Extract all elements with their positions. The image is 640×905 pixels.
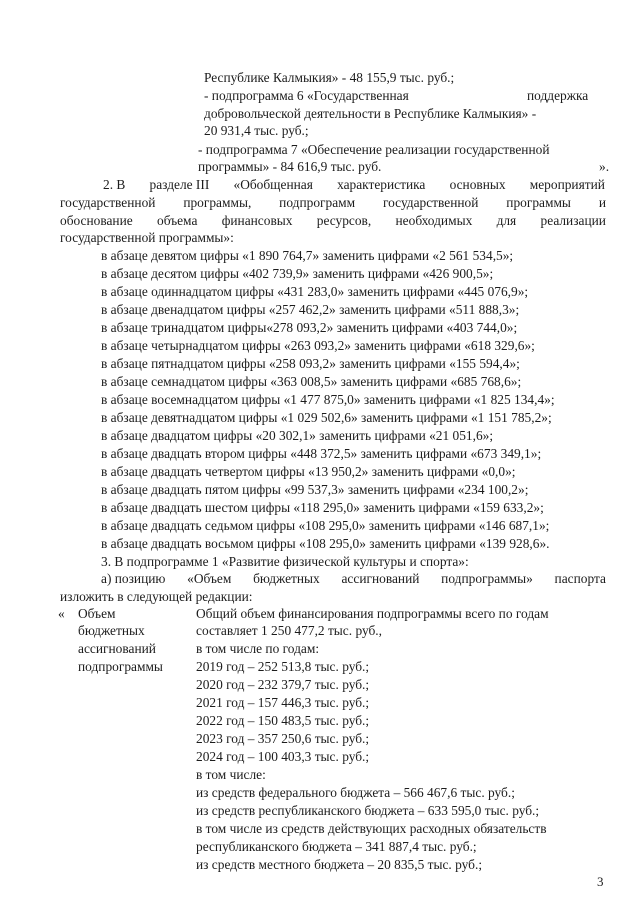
- section2-item: в абзаце восемнадцатом цифры «1 477 875,0» заменить цифрами «1 825 134,4»;: [101, 392, 555, 407]
- word: подпрограмм: [279, 195, 356, 210]
- section2-item: в абзаце двадцать восьмом цифры «108 295,0» заменить цифрами «139 928,6».: [101, 536, 550, 551]
- word: для: [496, 213, 517, 228]
- word: основных: [449, 177, 506, 192]
- word: бюджетных: [253, 571, 320, 586]
- intro-line-5: - подпрограмма 7 «Обеспечение реализации государственной: [198, 142, 550, 157]
- section2-heading-line-1: [103, 177, 605, 193]
- section3-sub-a-line-1: [101, 571, 606, 587]
- word: а) позицию: [101, 571, 166, 586]
- passport-right-line: 2022 год – 150 483,5 тыс. руб.;: [196, 713, 370, 728]
- word: обоснование: [60, 213, 133, 228]
- word: объема: [157, 213, 198, 228]
- intro-line-1: Республике Калмыкия» - 48 155,9 тыс. руб.;: [204, 70, 455, 85]
- word: необходимых: [395, 213, 473, 228]
- intro-line-3: добровольческой деятельности в Республике Калмыкия» -: [204, 106, 537, 121]
- passport-right-line: составляет 1 250 477,2 тыс. руб.,: [196, 623, 382, 638]
- section2-item: в абзаце семнадцатом цифры «363 008,5» заменить цифрами «685 768,6»;: [101, 374, 522, 389]
- passport-right-line: 2019 год – 252 513,8 тыс. руб.;: [196, 659, 370, 674]
- word: финансовых: [221, 213, 293, 228]
- passport-right-line: в том числе:: [196, 767, 266, 782]
- section2-heading-line-4: государственной программы»:: [60, 230, 234, 245]
- section2-item: в абзаце тринадцатом цифры«278 093,2» заменить цифрами «403 744,0»;: [101, 320, 518, 335]
- section2-item: в абзаце пятнадцатом цифры «258 093,2» заменить цифрами «155 594,4»;: [101, 356, 520, 371]
- word: и: [598, 195, 606, 210]
- opening-quote-mark: «: [58, 606, 65, 621]
- section2-item: в абзаце десятом цифры «402 739,9» заменить цифрами «426 900,5»;: [101, 266, 494, 281]
- section2-heading-line-2: [60, 195, 606, 211]
- section2-item: в абзаце двадцатом цифры «20 302,1» заменить цифрами «21 051,6»;: [101, 428, 494, 443]
- word: разделе III: [149, 177, 210, 192]
- section2-item: в абзаце одиннадцатом цифры «431 283,0» заменить цифрами «445 076,9»;: [101, 284, 529, 299]
- word: «Обобщенная: [233, 177, 313, 192]
- passport-left-label: ассигнований: [78, 641, 156, 656]
- intro-line-2a: - подпрограмма 6 «Государственная: [204, 88, 409, 103]
- passport-right-line: из средств республиканского бюджета – 633 595,0 тыс. руб.;: [196, 803, 540, 818]
- word: характеристика: [337, 177, 426, 192]
- page-number: 3: [597, 874, 604, 889]
- passport-right-line: из средств федерального бюджета – 566 467,6 тыс. руб.;: [196, 785, 515, 800]
- word: реализации: [540, 213, 606, 228]
- section2-item: в абзаце двадцать шестом цифры «118 295,0» заменить цифрами «159 633,2»;: [101, 500, 544, 515]
- section2-item: в абзаце двадцать пятом цифры «99 537,3» заменить цифрами «234 100,2»;: [101, 482, 529, 497]
- section2-item: в абзаце двенадцатом цифры «257 462,2» заменить цифрами «511 888,3»;: [101, 302, 520, 317]
- passport-right-line: в том числе из средств действующих расходных обязательств: [196, 821, 547, 836]
- word: ресурсов,: [316, 213, 372, 228]
- passport-right-line: Общий объем финансирования подпрограммы всего по годам: [196, 606, 549, 621]
- passport-left-label: подпрограммы: [78, 659, 163, 674]
- passport-right-line: 2020 год – 232 379,7 тыс. руб.;: [196, 677, 370, 692]
- section2-item: в абзаце девятнадцатом цифры «1 029 502,6» заменить цифрами «1 151 785,2»;: [101, 410, 552, 425]
- section2-item: в абзаце девятом цифры «1 890 764,7» заменить цифрами «2 561 534,5»;: [101, 248, 514, 263]
- passport-right-line: в том числе по годам:: [196, 641, 320, 656]
- word: 2. В: [103, 177, 126, 192]
- section2-item: в абзаце двадцать четвертом цифры «13 950,2» заменить цифрами «0,0»;: [101, 464, 516, 479]
- word: программы,: [183, 195, 252, 210]
- section2-item: в абзаце четырнадцатом цифры «263 093,2» заменить цифрами «618 329,6»;: [101, 338, 535, 353]
- intro-line-4: 20 931,4 тыс. руб.;: [204, 123, 309, 138]
- intro-line-6: программы» - 84 616,9 тыс. руб.: [198, 159, 382, 174]
- intro-line-2b: поддержка: [527, 88, 589, 103]
- word: «Объем: [187, 571, 232, 586]
- section2-heading-line-3: [60, 213, 606, 229]
- passport-right-line: 2021 год – 157 446,3 тыс. руб.;: [196, 695, 370, 710]
- word: государственной: [60, 195, 156, 210]
- word: ассигнований: [341, 571, 420, 586]
- passport-right-line: республиканского бюджета – 341 887,4 тыс. руб.;: [196, 839, 477, 854]
- section3-sub-a-line-2: изложить в следующей редакции:: [60, 589, 253, 604]
- intro-closing-quote: ».: [599, 159, 610, 174]
- section2-item: в абзаце двадцать седьмом цифры «108 295,0» заменить цифрами «146 687,1»;: [101, 518, 550, 533]
- word: подпрограммы»: [441, 571, 533, 586]
- word: паспорта: [554, 571, 606, 586]
- word: программы: [506, 195, 571, 210]
- passport-left-label: бюджетных: [78, 623, 145, 638]
- passport-right-line: 2024 год – 100 403,3 тыс. руб.;: [196, 749, 370, 764]
- word: государственной: [382, 195, 479, 210]
- passport-left-label: Объем: [78, 606, 116, 621]
- passport-right-line: из средств местного бюджета – 20 835,5 тыс. руб.;: [196, 857, 483, 872]
- section2-item: в абзаце двадцать втором цифры «448 372,5» заменить цифрами «673 349,1»;: [101, 446, 542, 461]
- passport-right-line: 2023 год – 357 250,6 тыс. руб.;: [196, 731, 370, 746]
- section3-heading: 3. В подпрограмме 1 «Развитие физической культуры и спорта»:: [101, 554, 469, 569]
- word: мероприятий: [529, 177, 605, 192]
